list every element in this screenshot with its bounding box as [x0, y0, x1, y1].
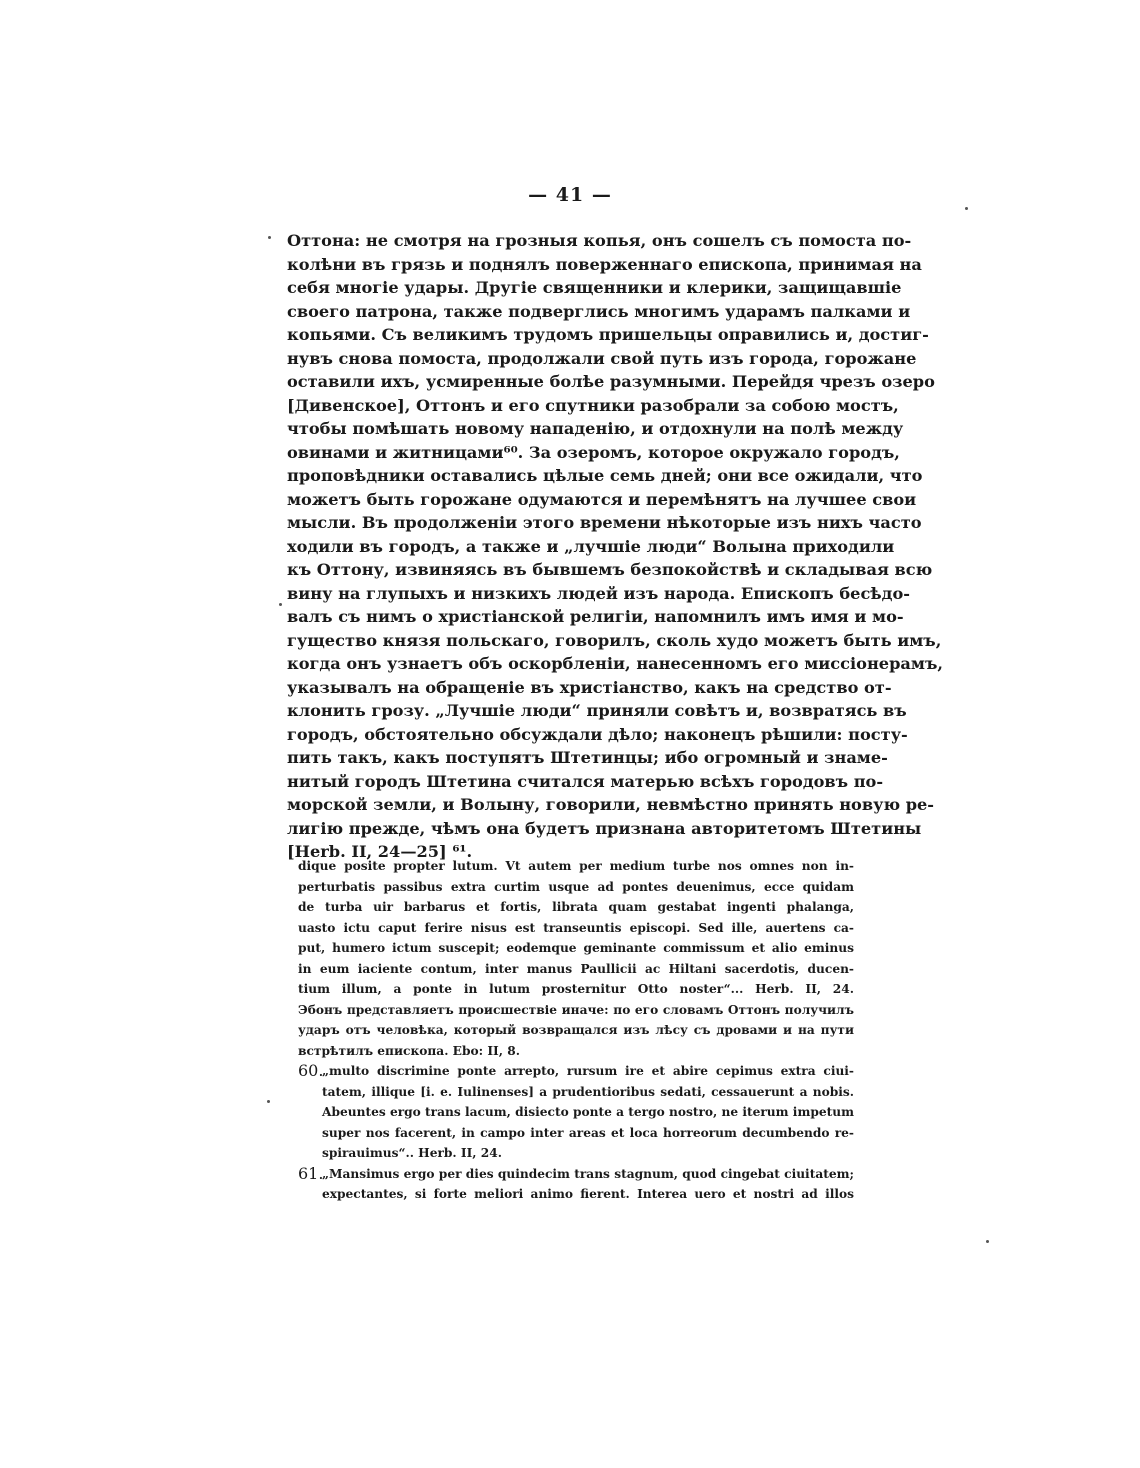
text-line: de turba uir barbarus et fortis, librata quam gestabat ingenti phalanga, [298, 900, 854, 914]
text-line: „Mansimus ergo per dies quindecim trans stagnum, quod cingebat ciuitatem; [322, 1166, 854, 1181]
text-line: къ Оттону, извиняясь въ бывшемъ безпокойствѣ и складывая всю [287, 560, 933, 579]
text-line: себя многіе удары. Другіе священники и клерики, защищавшіе [287, 278, 902, 297]
text-line: можетъ быть горожане одумаются и перемѣнятъ на лучшее свои [287, 489, 917, 509]
text-line: нитый городъ Штетина считался матерью всѣхъ городовъ по- [287, 771, 884, 791]
text-line: валъ съ нимъ о христіанской религіи, напомнилъ имъ имя и мо- [287, 607, 904, 626]
text-line: указывалъ на обращеніе въ христіанство, какъ на средство от- [287, 677, 892, 697]
text-line: „multo discrimine ponte arrepto, rursum ire et abire cepimus extra ciui- [322, 1064, 854, 1078]
scan-speck [279, 603, 282, 606]
footnotes-block [298, 856, 854, 1205]
text-line: пить такъ, какъ поступятъ Штетинцы; ибо огромный и знаме- [287, 748, 888, 767]
text-line: нувъ снова помоста, продолжали свой путь изъ города, горожане [287, 348, 917, 368]
text-line: гущество князя польскаго, говорилъ, сколь худо можетъ быть имъ, [287, 630, 942, 650]
page-number: — 41 — [528, 184, 612, 206]
text-line: оставили ихъ, усмиренные болѣе разумными. Перейдя чрезъ озеро [287, 372, 935, 391]
footnote-60 [298, 1061, 854, 1164]
scan-speck [986, 1240, 989, 1243]
text-line: in eum iaciente contum, inter manus Paullicii ac Hiltani sacerdotis, ducen- [298, 961, 854, 976]
text-line: Эбонъ представляетъ происшествіе иначе: по его словамъ Оттонъ получилъ [298, 1002, 854, 1017]
text-line: uasto ictu caput ferire nisus est transeuntis episcopi. Sed ille, auertens ca- [298, 920, 854, 935]
text-line: клонить грозу. „Лучшіе люди“ приняли совѣтъ и, возвратясь въ [287, 701, 907, 720]
text-line: чтобы помѣшать новому нападенію, и отдохнули на полѣ между [287, 419, 904, 438]
text-line: встрѣтилъ епископа. Ebo: II, 8. [298, 1043, 520, 1058]
footnote-number: 61. [298, 1163, 324, 1183]
footnote-continuation [298, 856, 854, 1061]
text-line: вину на глупыхъ и низкихъ людей изъ народа. Епископъ бесѣдо- [287, 583, 910, 603]
text-line: super nos facerent, in campo inter areas et loca horreorum decumbendo re- [322, 1125, 854, 1140]
text-line: когда онъ узнаетъ объ оскорбленіи, нанесенномъ его миссіонерамъ, [287, 654, 944, 673]
main-text-block [287, 229, 944, 864]
text-line: морской земли, и Волыну, говорили, невмѣстно принять новую ре- [287, 795, 935, 814]
footnote-number: 60. [298, 1061, 324, 1080]
text-line: ударъ отъ человѣка, который возвращался изъ лѣсу съ дровами и на пути [298, 1023, 854, 1037]
text-line: Abeuntes ergo trans lacum, disiecto ponte a tergo nostro, ne iterum impetum [322, 1105, 854, 1119]
text-line: spirauimus“.. Herb. II, 24. [322, 1146, 502, 1160]
text-line: колѣни въ грязь и поднялъ поверженнаго епископа, принимая на [287, 254, 922, 274]
footnote-61 [298, 1164, 854, 1205]
text-line: perturbatis passibus extra curtim usque ad pontes deuenimus, ecce quidam [298, 879, 854, 894]
text-line: копьями. Съ великимъ трудомъ пришельцы оправились и, достиг- [287, 325, 929, 344]
text-line: овинами и житницами⁶⁰. За озеромъ, которое окружало городъ, [287, 442, 900, 462]
text-line: tium illum, a ponte in lutum prosternitur Otto noster“... Herb. II, 24. [298, 982, 854, 996]
text-line: лигію прежде, чѣмъ она будетъ признана авторитетомъ Штетины [287, 818, 922, 838]
text-line: городъ, обстоятельно обсуждали дѣло; наконецъ рѣшили: посту- [287, 724, 908, 744]
text-line: своего патрона, также подверглись многимъ ударамъ палками и [287, 301, 911, 321]
scan-speck [965, 207, 968, 210]
text-line: [Herb. II, 24—25] ⁶¹. [287, 842, 473, 861]
text-line: tatem, illique [i. e. Iulinenses] a prudentioribus sedati, cessauerunt a nobis. [322, 1084, 854, 1099]
text-line: мысли. Въ продолженіи этого времени нѣкоторые изъ нихъ часто [287, 513, 922, 532]
text-line: проповѣдники оставались цѣлые семь дней; они все ожидали, что [287, 466, 923, 485]
scan-speck [267, 1100, 270, 1103]
text-line: put, humero ictum suscepit; eodemque geminante commissum et alio eminus [298, 941, 854, 955]
text-line: dique posite propter lutum. Vt autem per medium turbe nos omnes non in- [298, 859, 854, 873]
text-line: [Дивенское], Оттонъ и его спутники разобрали за собою мостъ, [287, 395, 899, 415]
text-line: ходили въ городъ, а также и „лучшіе люди“ Волына приходили [287, 536, 895, 556]
text-line: Оттона: не смотря на грозныя копья, онъ сошелъ съ помоста по- [287, 231, 912, 250]
text-line: expectantes, si forte meliori animo fierent. Interea uero et nostri ad illos [322, 1187, 854, 1201]
scan-speck [268, 236, 271, 239]
